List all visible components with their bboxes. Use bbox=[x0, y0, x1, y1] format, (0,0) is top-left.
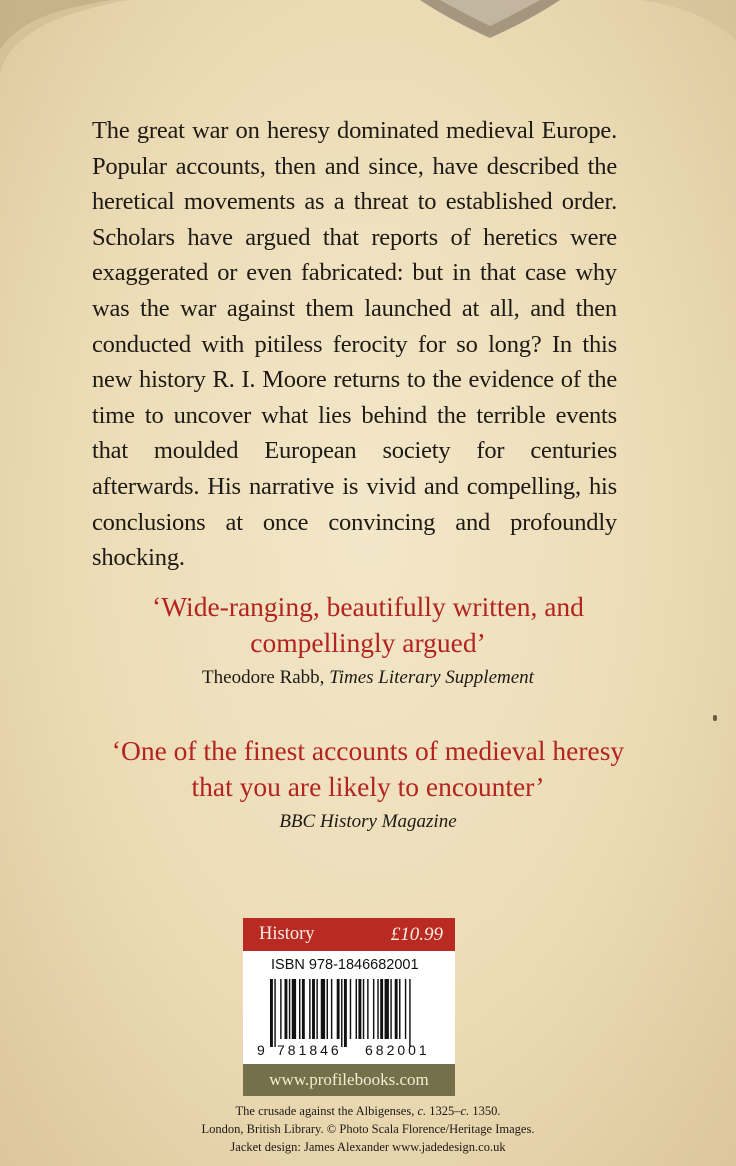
review-quote-1 bbox=[0, 589, 736, 689]
review-quote-line: that you are likely to encounter’ bbox=[191, 771, 545, 802]
barcode-digit-first: 9 bbox=[257, 1042, 265, 1058]
price-label: £10.99 bbox=[390, 923, 443, 945]
review-quote-line: compellingly argued’ bbox=[250, 627, 486, 658]
review-publication: BBC History Magazine bbox=[279, 811, 457, 832]
publisher-website: www.profilebooks.com bbox=[243, 1064, 455, 1096]
image-credits bbox=[0, 1102, 736, 1156]
credit-text: The crusade against the Albigenses, bbox=[235, 1104, 415, 1118]
review-publication: Times Literary Supplement bbox=[329, 667, 534, 688]
speck bbox=[713, 715, 717, 721]
book-description: The great war on heresy dominated medieval Europe. Popular accounts, then and since, have described the heretical movements as a threat to established order. Scholars have argued that reports of heretics were exaggerated or even fabricated: but in that case why was the war against them launched at all, and then conducted with pitiless ferocity for so long? In this new history R. I. Moore returns to the evidence of the time to uncover what lies behind the terrible events that moulded European society for centuries afterwards. His narrative is vivid and compelling, his conclusions at once convincing and profoundly shocking. bbox=[92, 117, 617, 572]
isbn-label: ISBN 978-1846682001 bbox=[271, 957, 419, 973]
barcode-digit-group-2: 682001 bbox=[365, 1042, 430, 1058]
review-quote-text bbox=[0, 733, 736, 805]
review-quote-text bbox=[0, 589, 736, 661]
credit-circa: c. bbox=[417, 1104, 427, 1118]
category-label: History bbox=[259, 924, 315, 944]
barcode-digit-group-1: 781846 bbox=[277, 1042, 342, 1058]
credit-text: 1350. bbox=[472, 1104, 501, 1118]
review-author: Theodore Rabb, bbox=[202, 667, 325, 688]
barcode bbox=[270, 979, 448, 1047]
credits-line-1 bbox=[0, 1102, 736, 1120]
credits-line-2: London, British Library. © Photo Scala Florence/Heritage Images. bbox=[201, 1122, 535, 1136]
barcode-area bbox=[243, 951, 455, 1064]
review-quote-line: ‘One of the finest accounts of medieval heresy bbox=[111, 735, 625, 766]
review-quote-2 bbox=[0, 733, 736, 833]
category-price-bar bbox=[243, 918, 455, 951]
credit-circa: c. bbox=[460, 1104, 470, 1118]
review-source bbox=[0, 811, 736, 833]
review-source bbox=[0, 667, 736, 689]
decorative-frame-ornament bbox=[0, 0, 736, 110]
credits-line-3: Jacket design: James Alexander www.jadedesign.co.uk bbox=[230, 1140, 506, 1154]
review-quote-line: ‘Wide-ranging, beautifully written, and bbox=[152, 591, 584, 622]
credit-text: 1325– bbox=[429, 1104, 461, 1118]
barcode-panel bbox=[243, 918, 455, 1096]
